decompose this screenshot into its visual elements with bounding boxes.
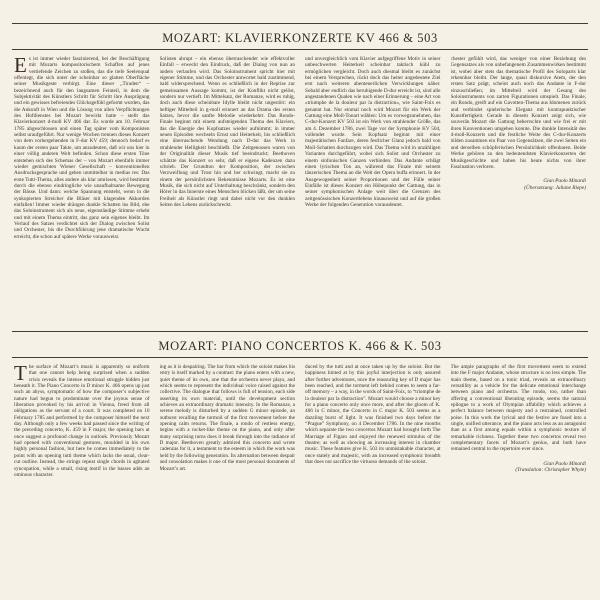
english-column-2-text: ing as it is despairing. The bar from which the soloist makes his entry is itself marked by a contrast: the piano enters with a new, quiet theme of its own, one that the orchestra never plays, and which seems to represent the individual voice raised against the collective. The dialogue that follows is full of tension, each side asserting its own material, until the development section achieves an extraordinary dramatic intensity. In the Romanze, a serene melody is disturbed by a sudden G minor episode, an outburst recalling the turmoil of the first movement before the opening calm returns. The finale, a rondo of restless energy, begins with a rocket-like theme on the piano, and only after many surprising turns does it break through into the radiance of D major. Beethoven greatly admired this concerto and wrote cadenzas for it, a testament to the esteem in which the work was held by the following generation. Its alternation between despair and consolation makes it one of the most personal documents of Mozart’s art. (159, 364, 295, 472)
german-column-1 (14, 56, 150, 300)
german-column-4 (451, 56, 587, 300)
german-column-1-text: s ist immer wieder faszinierend, bei der Beschäftigung mit Mozarts kompositorischem Schaffen auf jenes vertiefende Zeichen zu stoßen, das die tiefe Seelenqual offenlegt, die sich unter der scheinbar so glatten Oberfläche seiner Musikgeste verbirgt. Eine dieser „Tiraden“ – bezeichnend auch für den langsamen Feinteil, in dem die Subjektivität des Künstlers Schritt für Schritt ihre Ausprägung und ein gewisses befreiendes Glücksgefühl geformt wurden, das die Ankunft in Wien und die Lösung von allen Verpflichtungen des Hofdienstes bei Mozart bewirkt hatte – stellt das Klavierkonzert d-moll KV 466 dar. Es wurde am 10. Februar 1785 abgeschlossen und einen Tag später vom Komponisten selbst uraufgeführt. Nur wenige Wochen trennen dieses Konzert von dem vorhergehenden in F-dur KV 459; dennoch bedarf es kaum der ersten paar Takte, um anzudeuten, daß wir uns hier in einer völlig anderen Welt befinden. Schon diese ersten Töne entstehen sich des Schemas der – von Mozart ebenfalls immer wieder gemischten Wiener Gesellschaft – konventionellen Ausdrucksgesprache und gehen unmittelbar in medias res: Das erste Tutti-Thema, alles andere als klar umrissen, wird bestimmt durch die ebenso eindringliche wie unaufhaltsame Bewegung der Bässe. Und dann: welche Spannung entsteht, wenn in die synkopierten Streicher die Bläser mit klagenden Akkorden einfallen! Immer wieder drängen dunkle Schatten ins Bild, ehe das Soloinstrument sich als neue, eigenständige Stimme erhebt und mit einem Thema eintritt, das ganz sein eigenes bleibt. Im Verlauf des Satzes verdichtet sich der Dialog zwischen Solist und Orchester, bis die Durchführung jene dramatische Wucht erreicht, die schon auf spätere Werke vorausweist. (14, 56, 150, 240)
bottom-rule-english (12, 357, 588, 358)
english-column-4-text: The ample paragraphs of the first movement seem to extend into the F major Andante, whose structure is no less simple. The main theme, based on a tonic triad, reveals an extraordinary versatility as a vehicle for the delicate emotional interchange between piano and orchestra. The rondo, too, rather than offering a conventional liberating episode, seems the natural epilogue to a work of Olympian affability which achieves a perfect balance between majesty and a restrained, controlled poise. In this work the lyrical and the festive are fused into a single, unified utterance, and the piano acts less as an antagonist than as a first among equals within a symphonic texture of remarkable richness. Together these two concertos reveal two complementary facets of Mozart’s genius, and both have remained central to the repertoire ever since. (450, 364, 586, 453)
german-column-3 (305, 56, 441, 300)
german-dropcap: E (14, 56, 27, 77)
german-column-4-text: chester gefühlt wird, das weniger von einer Beziehung des Gegensatzes als von unbefangenem Zusammenwirken bestimmt ist, wobei aber stets das thematische Profil des Soloparts klar erkennbar bleibt. Der lange, quasi diskursive Atem, der den ersten Satz prägt, scheint auch noch das Andante in F-dur einzuschließen; im Mittelteil wird der Gesang des Soloinstruments von zarten Figurationen umspielt. Das Finale, ein Rondo, greift auf ein Gavotten-Thema aus Idomeneo zurück und verbindet spielerische Eleganz mit kontrapunktischer Kunstfertigkeit. Gerade in diesem Konzert zeigt sich, wie souverän Mozart die Gattung beherrschte und wie frei er mit ihren Konventionen umgehen konnte. Die dunkle Intensität des d-moll-Konzerts und die festliche Weite des C-dur-Konzerts bilden zusammen ein Paar von Gegensätzen, die zwei Seiten ein und derselben schöpferischen Persönlichkeit offenbaren. Beide Werke gehören zu den bedeutendsten Klavierkonzerten der Musikgeschichte und haben bis heute nichts von ihrer Faszination verloren. (450, 56, 586, 170)
bottom-rule-german (12, 49, 588, 50)
german-column-2 (160, 56, 296, 300)
german-column-3-text: und unvergleichlich vom Klavier aufgegriffene Motiv in seiner unbeschwerten Heiterkeit scheinbar taktisch kühl zu ermöglichen vergleicht. Doch auch diesmal bleibt es zunächst bei einem Versprechen, rückt doch das heiter angedeutete Ziel erst nach weiteren abenteuerlichen Verwicklungen näher. Sobald aber endlich das beruhigende D-dur erreicht ist, sind alle angestandenen Qualen wie nach einer Erinnerung – eine Art von »triumphe de la douleur par la distraction«, wie Saint-Foix es genannt hat. Nur einmal noch wird Mozart für ein Werk der Gattung eine Moll-Tonart wählen: Um es vorwegzunehmen, das C-dur-Konzert KV 503 ist ein Werk von strahlender Größe, das am 4. Dezember 1786, zwei Tage vor der Symphonie KV 504, vollendet wurde. Sein Kopfsatz beginnt mit einer majestätischen Fanfare, deren festlicher Glanz jedoch bald von Moll-Schatten durchzogen wird. Das Thema wird in unzähligen Varianten durchgeführt, wobei sich Solist und Orchester zu einem sinfonischen Ganzen verbinden. Das Andante schlägt einen lyrischen Ton an, während das Finale mit seinem tänzerischen Thema an die Welt der Opera buffa erinnert. In der Ausgewogenheit seiner Proportionen und der Fülle seiner Einfälle ist dieses Konzert ein Höhepunkt der Gattung, das in seiner symphonischen Anlage weit über die Grenzen des zeitgenössischen Konzertlebens hinausweist und auf die großen Werke der folgenden Generation vorausdeutet. (305, 56, 441, 208)
english-column-2 (160, 364, 296, 590)
german-credit-translator: (Übersetzung: Juliane Riepe) (524, 184, 586, 191)
english-credit-author: Gian Paolo Minardi (543, 460, 586, 467)
german-column-2-text: Solisten abrupt – ein ebenso überraschender wie effektvoller Einfall – erweckt den Eindruck, daß der Dialog von nun an anders verlaufen wird. Das Soloinstrument spricht hier mit eigener Stimme, und das Orchester antwortet bald zustimmend, bald widersprechend. Wenn es schließlich in der Reprise zur gemeinsamen Aussage kommt, ist der Konflikt nicht gelöst, sondern nur vertieft. Im Mittelsatz, der Romanze, wird es ruhig, doch auch diese scheinbare Idylle bleibt nicht ungestört: ein heftiger Mittelteil in g-moll erinnert an das Drama des ersten Satzes, bevor die sanfte Melodie wiederkehrt. Das Rondo-Finale beginnt mit einem aufsteigenden Thema des Klaviers, das die Energie des Kopfsatzes wieder aufnimmt; in immer neuen Episoden wechseln Ernst und Heiterkeit, bis schließlich eine überraschende Wendung nach D-dur das Werk in strahlender Helligkeit beschließt. Die Zeitgenossen waren von der Originalität dieser Musik tief beeindruckt; Beethoven schätzte das Konzert so sehr, daß er eigene Kadenzen dazu schrieb. Der Grundton der Komposition, der zwischen Verzweiflung und Trost hin und her schwingt, macht sie zu einem der persönlichsten Bekenntnisse Mozarts. Es ist eine Musik, die sich nicht auf Unterhaltung beschränkt, sondern den Hörer in das Innerste eines Menschen blicken läßt, der um seine Freiheit als Künstler ringt und dabei nicht vor den dunklen Seiten des Lebens zurückschreckt. (159, 56, 295, 208)
top-rule-german (12, 23, 588, 24)
english-column-3-text: duced by the tutti and at once taken up by the soloist. But the happiness hinted at by this joyful interjection is only assured after further adventures, once the reassuring key of D major has been reached, and the torment left behind comes to seem a far-off memory – a way, in the words of Saint-Foix, to “triomphe de la douleur par la distraction”. Mozart would choose a minor key for a piano concerto only once more, and after the gloom of K. 466 in C minor, the Concerto in C major K. 503 seems as a dazzling burst of light. It was finished two days before the “Prague” Symphony, on 4 December 1786. In the nine months which separate the two concertos Mozart had brought forth The Marriage of Figaro and enjoyed the renewed stimulus of the theatre; as well as showing an increasing interest in chamber music. These features give K. 503 its unmistakable character, at once stately and majestic, with an increased symphonic breadth that does not sacrifice the virtuoso demands of the soloist. (305, 364, 441, 466)
english-credit (451, 461, 587, 474)
german-credit-author: Gian Paolo Minardi (543, 178, 586, 185)
english-text-columns (14, 364, 586, 590)
english-column-3 (305, 364, 441, 590)
english-section-title: MOZART: PIANO CONCERTOS K. 466 & K. 503 (158, 339, 442, 353)
top-rule-english (12, 331, 588, 332)
german-text-columns (14, 56, 586, 300)
german-credit (451, 178, 587, 191)
english-dropcap: T (14, 364, 27, 385)
english-column-4 (451, 364, 587, 590)
english-column-1 (14, 364, 150, 590)
english-column-1-text: he surface of Mozart’s music is apparently so uniform that one cannot help being surprised when a sudden crisis reveals the intense emotional struggle hidden just beneath it. The Piano Concerto in D minor K. 466 opens up just such an abyss, symptomatic of how the composer’s subjective nature had begun to predominate over the joyous sense of liberation provoked by his arrival in Vienna, freed from all obligations as the servant of a court. It was completed on 10 February 1785 and performed by the composer himself the next day. Although only a few weeks had passed since the writing of the preceding concerto, K. 459 in F major, the opening bars at once suggest a profound change in outlook. Previously Mozart had opened with conventional gestures, moulded in his own highly personal fashion, but here he comes immediately to the point with an opening tutti theme which lacks the usual, clear-cut outline. Instead, the strings repeat single chords in agitated syncopation, while a small, rising motif in the basses adds an ominous character. (14, 364, 150, 478)
german-section-title: MOZART: KLAVIERKONZERTE KV 466 & 503 (162, 31, 438, 45)
english-credit-translator: (Translation: Christopher Whyte) (515, 467, 586, 474)
